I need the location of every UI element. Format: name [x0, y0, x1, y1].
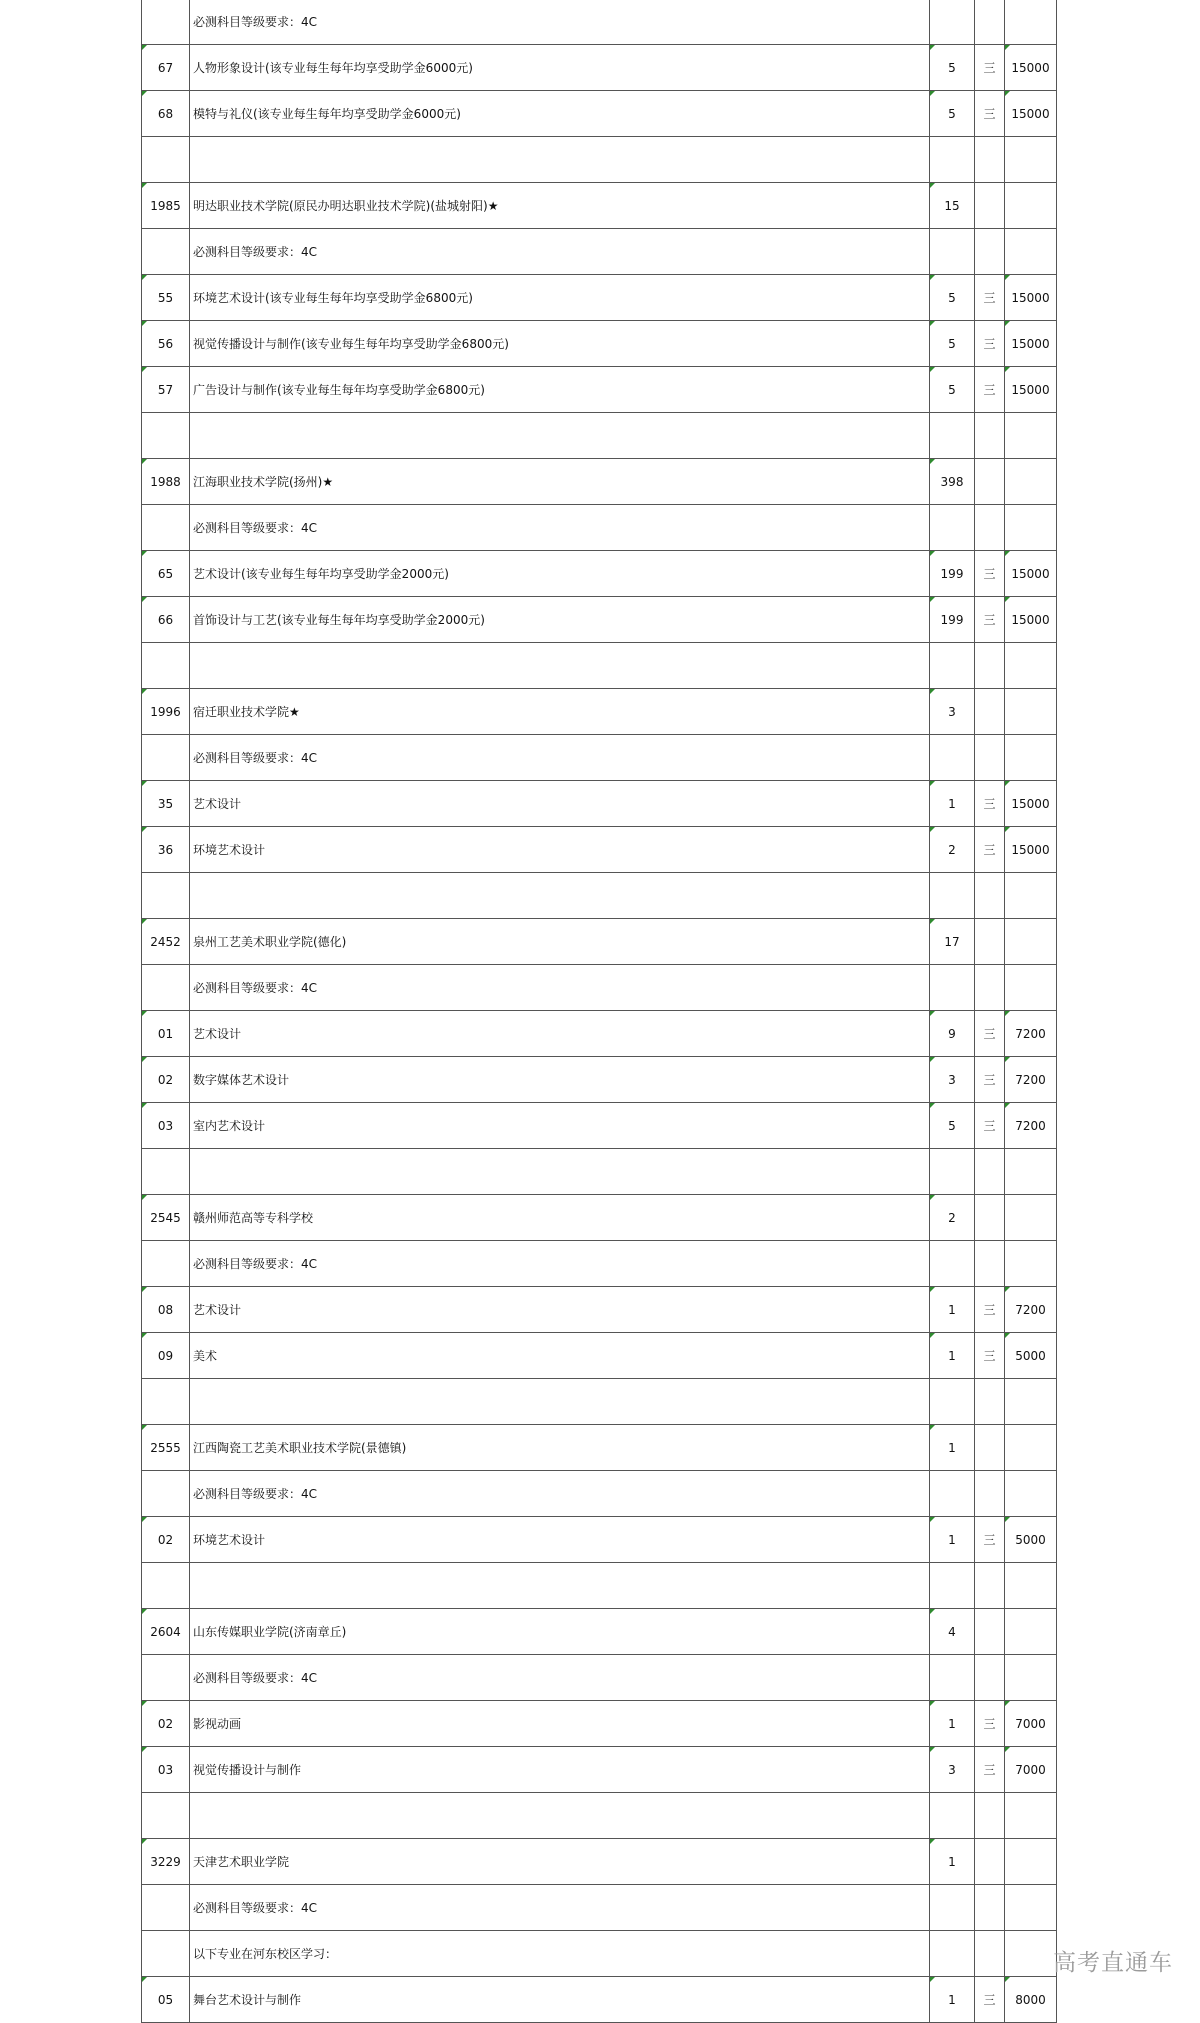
system-cell — [975, 1793, 1005, 1839]
table-row — [142, 505, 1057, 551]
system-cell — [975, 1563, 1005, 1609]
system-cell — [975, 413, 1005, 459]
code-cell — [142, 1885, 190, 1931]
table-row — [142, 781, 1057, 827]
name-cell — [190, 1563, 930, 1609]
table-row — [142, 873, 1057, 919]
name-cell: 艺术设计(该专业每生每年均享受助学金2000元) — [190, 551, 930, 597]
fee-cell: 15000 — [1005, 321, 1057, 367]
plan-cell — [930, 1793, 975, 1839]
plan-cell — [930, 643, 975, 689]
name-cell: 室内艺术设计 — [190, 1103, 930, 1149]
table-row — [142, 1471, 1057, 1517]
fee-cell: 7200 — [1005, 1011, 1057, 1057]
system-cell — [975, 183, 1005, 229]
name-cell: 环境艺术设计 — [190, 1517, 930, 1563]
system-cell — [975, 965, 1005, 1011]
system-cell: 三 — [975, 1287, 1005, 1333]
fee-cell: 7200 — [1005, 1103, 1057, 1149]
table-row — [142, 229, 1057, 275]
code-cell — [142, 643, 190, 689]
table-row — [142, 965, 1057, 1011]
system-cell — [975, 1885, 1005, 1931]
table-row — [142, 459, 1057, 505]
code-cell: 2555 — [142, 1425, 190, 1471]
table-row — [142, 551, 1057, 597]
code-cell: 68 — [142, 91, 190, 137]
code-cell — [142, 0, 190, 45]
plan-cell: 1 — [930, 781, 975, 827]
table-row — [142, 45, 1057, 91]
plan-cell: 3 — [930, 1057, 975, 1103]
name-cell: 环境艺术设计 — [190, 827, 930, 873]
fee-cell — [1005, 1609, 1057, 1655]
system-cell: 三 — [975, 1011, 1005, 1057]
table-row — [142, 413, 1057, 459]
fee-cell — [1005, 1425, 1057, 1471]
code-cell — [142, 229, 190, 275]
plan-cell: 1 — [930, 1287, 975, 1333]
code-cell: 36 — [142, 827, 190, 873]
table-row — [142, 1839, 1057, 1885]
system-cell — [975, 1195, 1005, 1241]
name-cell: 视觉传播设计与制作 — [190, 1747, 930, 1793]
plan-cell — [930, 229, 975, 275]
fee-cell: 7200 — [1005, 1287, 1057, 1333]
system-cell — [975, 137, 1005, 183]
fee-cell — [1005, 689, 1057, 735]
table-row — [142, 689, 1057, 735]
table-row — [142, 1609, 1057, 1655]
plan-cell — [930, 965, 975, 1011]
table-row — [142, 183, 1057, 229]
system-cell: 三 — [975, 827, 1005, 873]
plan-cell: 1 — [930, 1977, 975, 2023]
plan-cell: 3 — [930, 1747, 975, 1793]
code-cell — [142, 1931, 190, 1977]
plan-cell: 1 — [930, 1333, 975, 1379]
system-cell — [975, 1379, 1005, 1425]
plan-cell — [930, 137, 975, 183]
plan-cell: 5 — [930, 275, 975, 321]
fee-cell — [1005, 1241, 1057, 1287]
code-cell: 1985 — [142, 183, 190, 229]
fee-cell: 7200 — [1005, 1057, 1057, 1103]
plan-cell — [930, 1149, 975, 1195]
system-cell: 三 — [975, 1103, 1005, 1149]
table-row — [142, 643, 1057, 689]
system-cell — [975, 505, 1005, 551]
code-cell: 02 — [142, 1517, 190, 1563]
name-cell: 以下专业在河东校区学习： — [190, 1931, 930, 1977]
name-cell: 必测科目等级要求：4C — [190, 1241, 930, 1287]
system-cell: 三 — [975, 781, 1005, 827]
fee-cell — [1005, 1931, 1057, 1977]
code-cell — [142, 1655, 190, 1701]
name-cell: 环境艺术设计(该专业每生每年均享受助学金6800元) — [190, 275, 930, 321]
table-row — [142, 1931, 1057, 1977]
name-cell: 人物形象设计(该专业每生每年均享受助学金6000元) — [190, 45, 930, 91]
system-cell — [975, 1425, 1005, 1471]
table-row — [142, 1747, 1057, 1793]
name-cell: 山东传媒职业学院(济南章丘) — [190, 1609, 930, 1655]
plan-cell — [930, 413, 975, 459]
fee-cell: 8000 — [1005, 1977, 1057, 2023]
fee-cell: 15000 — [1005, 275, 1057, 321]
system-cell: 三 — [975, 551, 1005, 597]
table-row — [142, 137, 1057, 183]
plan-cell: 15 — [930, 183, 975, 229]
system-cell — [975, 1839, 1005, 1885]
system-cell: 三 — [975, 597, 1005, 643]
enrollment-table — [141, 0, 1057, 2023]
fee-cell — [1005, 459, 1057, 505]
name-cell: 视觉传播设计与制作(该专业每生每年均享受助学金6800元) — [190, 321, 930, 367]
plan-cell — [930, 1563, 975, 1609]
fee-cell: 7000 — [1005, 1747, 1057, 1793]
name-cell: 江海职业技术学院(扬州)★ — [190, 459, 930, 505]
system-cell — [975, 1241, 1005, 1287]
name-cell — [190, 643, 930, 689]
plan-cell: 199 — [930, 597, 975, 643]
system-cell — [975, 1655, 1005, 1701]
fee-cell — [1005, 919, 1057, 965]
table-row — [142, 91, 1057, 137]
system-cell: 三 — [975, 1977, 1005, 2023]
code-cell: 2545 — [142, 1195, 190, 1241]
fee-cell: 15000 — [1005, 597, 1057, 643]
table-row — [142, 1149, 1057, 1195]
code-cell: 1988 — [142, 459, 190, 505]
fee-cell — [1005, 1655, 1057, 1701]
system-cell — [975, 1931, 1005, 1977]
code-cell: 09 — [142, 1333, 190, 1379]
fee-cell: 7000 — [1005, 1701, 1057, 1747]
table-row — [142, 0, 1057, 45]
code-cell: 57 — [142, 367, 190, 413]
system-cell — [975, 919, 1005, 965]
table-row — [142, 321, 1057, 367]
table-row — [142, 367, 1057, 413]
fee-cell — [1005, 1885, 1057, 1931]
code-cell: 08 — [142, 1287, 190, 1333]
code-cell: 1996 — [142, 689, 190, 735]
name-cell — [190, 413, 930, 459]
system-cell — [975, 1149, 1005, 1195]
plan-cell: 5 — [930, 321, 975, 367]
name-cell: 必测科目等级要求：4C — [190, 1471, 930, 1517]
code-cell: 2604 — [142, 1609, 190, 1655]
fee-cell — [1005, 183, 1057, 229]
plan-cell: 1 — [930, 1839, 975, 1885]
fee-cell — [1005, 643, 1057, 689]
code-cell: 01 — [142, 1011, 190, 1057]
code-cell: 35 — [142, 781, 190, 827]
plan-cell: 2 — [930, 1195, 975, 1241]
fee-cell: 15000 — [1005, 91, 1057, 137]
name-cell: 必测科目等级要求：4C — [190, 229, 930, 275]
code-cell: 67 — [142, 45, 190, 91]
name-cell — [190, 873, 930, 919]
code-cell: 03 — [142, 1103, 190, 1149]
system-cell: 三 — [975, 1333, 1005, 1379]
system-cell — [975, 689, 1005, 735]
table-row — [142, 1287, 1057, 1333]
table-row — [142, 1885, 1057, 1931]
table-row — [142, 1011, 1057, 1057]
table-row — [142, 1333, 1057, 1379]
name-cell: 模特与礼仪(该专业每生每年均享受助学金6000元) — [190, 91, 930, 137]
system-cell: 三 — [975, 45, 1005, 91]
name-cell: 泉州工艺美术职业学院(德化) — [190, 919, 930, 965]
fee-cell — [1005, 1379, 1057, 1425]
name-cell: 艺术设计 — [190, 1011, 930, 1057]
name-cell: 必测科目等级要求：4C — [190, 735, 930, 781]
name-cell: 必测科目等级要求：4C — [190, 505, 930, 551]
code-cell: 65 — [142, 551, 190, 597]
code-cell — [142, 873, 190, 919]
plan-cell: 1 — [930, 1517, 975, 1563]
plan-cell: 5 — [930, 45, 975, 91]
code-cell — [142, 965, 190, 1011]
code-cell — [142, 1563, 190, 1609]
plan-cell — [930, 1931, 975, 1977]
name-cell: 必测科目等级要求：4C — [190, 1885, 930, 1931]
fee-cell — [1005, 0, 1057, 45]
table-row — [142, 1241, 1057, 1287]
code-cell: 02 — [142, 1701, 190, 1747]
table-row — [142, 597, 1057, 643]
code-cell — [142, 1793, 190, 1839]
code-cell: 55 — [142, 275, 190, 321]
system-cell: 三 — [975, 275, 1005, 321]
code-cell — [142, 1471, 190, 1517]
fee-cell — [1005, 1195, 1057, 1241]
system-cell: 三 — [975, 1057, 1005, 1103]
plan-cell — [930, 1471, 975, 1517]
enrollment-table-body — [142, 0, 1057, 2023]
name-cell: 明达职业技术学院(原民办明达职业技术学院)(盐城射阳)★ — [190, 183, 930, 229]
name-cell: 艺术设计 — [190, 781, 930, 827]
name-cell: 美术 — [190, 1333, 930, 1379]
code-cell: 03 — [142, 1747, 190, 1793]
plan-cell — [930, 1241, 975, 1287]
fee-cell — [1005, 505, 1057, 551]
table-row — [142, 1563, 1057, 1609]
table-row — [142, 1103, 1057, 1149]
plan-cell: 398 — [930, 459, 975, 505]
code-cell: 56 — [142, 321, 190, 367]
plan-cell — [930, 505, 975, 551]
fee-cell — [1005, 1149, 1057, 1195]
plan-cell — [930, 1379, 975, 1425]
fee-cell — [1005, 735, 1057, 781]
plan-cell: 199 — [930, 551, 975, 597]
code-cell: 3229 — [142, 1839, 190, 1885]
name-cell: 必测科目等级要求：4C — [190, 1655, 930, 1701]
name-cell: 宿迁职业技术学院★ — [190, 689, 930, 735]
name-cell — [190, 1379, 930, 1425]
code-cell — [142, 505, 190, 551]
name-cell: 广告设计与制作(该专业每生每年均享受助学金6800元) — [190, 367, 930, 413]
system-cell: 三 — [975, 367, 1005, 413]
plan-cell — [930, 735, 975, 781]
plan-cell: 1 — [930, 1425, 975, 1471]
plan-cell: 5 — [930, 1103, 975, 1149]
system-cell — [975, 229, 1005, 275]
table-row — [142, 1057, 1057, 1103]
system-cell — [975, 0, 1005, 45]
fee-cell — [1005, 1793, 1057, 1839]
fee-cell — [1005, 137, 1057, 183]
name-cell — [190, 1149, 930, 1195]
fee-cell: 15000 — [1005, 827, 1057, 873]
system-cell — [975, 1609, 1005, 1655]
name-cell: 天津艺术职业学院 — [190, 1839, 930, 1885]
fee-cell: 15000 — [1005, 551, 1057, 597]
table-row — [142, 1701, 1057, 1747]
code-cell — [142, 1379, 190, 1425]
name-cell: 影视动画 — [190, 1701, 930, 1747]
plan-cell: 1 — [930, 1701, 975, 1747]
system-cell — [975, 1471, 1005, 1517]
fee-cell — [1005, 413, 1057, 459]
name-cell: 江西陶瓷工艺美术职业技术学院(景德镇) — [190, 1425, 930, 1471]
fee-cell — [1005, 1563, 1057, 1609]
code-cell: 05 — [142, 1977, 190, 2023]
name-cell: 首饰设计与工艺(该专业每生每年均享受助学金2000元) — [190, 597, 930, 643]
system-cell — [975, 643, 1005, 689]
fee-cell: 15000 — [1005, 45, 1057, 91]
fee-cell — [1005, 1471, 1057, 1517]
code-cell — [142, 137, 190, 183]
plan-cell: 5 — [930, 367, 975, 413]
plan-cell — [930, 1885, 975, 1931]
plan-cell — [930, 0, 975, 45]
system-cell: 三 — [975, 321, 1005, 367]
table-row — [142, 1425, 1057, 1471]
table-row — [142, 1655, 1057, 1701]
system-cell: 三 — [975, 1701, 1005, 1747]
table-row — [142, 735, 1057, 781]
fee-cell — [1005, 965, 1057, 1011]
fee-cell — [1005, 873, 1057, 919]
name-cell: 艺术设计 — [190, 1287, 930, 1333]
plan-cell: 5 — [930, 91, 975, 137]
plan-cell: 17 — [930, 919, 975, 965]
plan-cell: 9 — [930, 1011, 975, 1057]
plan-cell: 3 — [930, 689, 975, 735]
plan-cell: 4 — [930, 1609, 975, 1655]
name-cell: 必测科目等级要求：4C — [190, 965, 930, 1011]
name-cell: 必测科目等级要求：4C — [190, 0, 930, 45]
name-cell — [190, 137, 930, 183]
system-cell — [975, 873, 1005, 919]
fee-cell — [1005, 1839, 1057, 1885]
table-row — [142, 919, 1057, 965]
code-cell: 66 — [142, 597, 190, 643]
system-cell: 三 — [975, 1517, 1005, 1563]
code-cell — [142, 1241, 190, 1287]
code-cell — [142, 413, 190, 459]
code-cell: 02 — [142, 1057, 190, 1103]
system-cell: 三 — [975, 91, 1005, 137]
watermark-text: 高考直通车 — [1053, 1950, 1173, 1976]
code-cell — [142, 735, 190, 781]
name-cell: 赣州师范高等专科学校 — [190, 1195, 930, 1241]
table-row — [142, 1195, 1057, 1241]
fee-cell: 15000 — [1005, 781, 1057, 827]
plan-cell — [930, 873, 975, 919]
plan-cell: 2 — [930, 827, 975, 873]
table-row — [142, 827, 1057, 873]
table-row — [142, 1517, 1057, 1563]
code-cell — [142, 1149, 190, 1195]
system-cell — [975, 459, 1005, 505]
table-row — [142, 275, 1057, 321]
fee-cell: 15000 — [1005, 367, 1057, 413]
system-cell — [975, 735, 1005, 781]
table-row — [142, 1379, 1057, 1425]
code-cell: 2452 — [142, 919, 190, 965]
fee-cell: 5000 — [1005, 1517, 1057, 1563]
name-cell: 数字媒体艺术设计 — [190, 1057, 930, 1103]
name-cell — [190, 1793, 930, 1839]
fee-cell: 5000 — [1005, 1333, 1057, 1379]
name-cell: 舞台艺术设计与制作 — [190, 1977, 930, 2023]
system-cell: 三 — [975, 1747, 1005, 1793]
plan-cell — [930, 1655, 975, 1701]
table-row — [142, 1793, 1057, 1839]
fee-cell — [1005, 229, 1057, 275]
